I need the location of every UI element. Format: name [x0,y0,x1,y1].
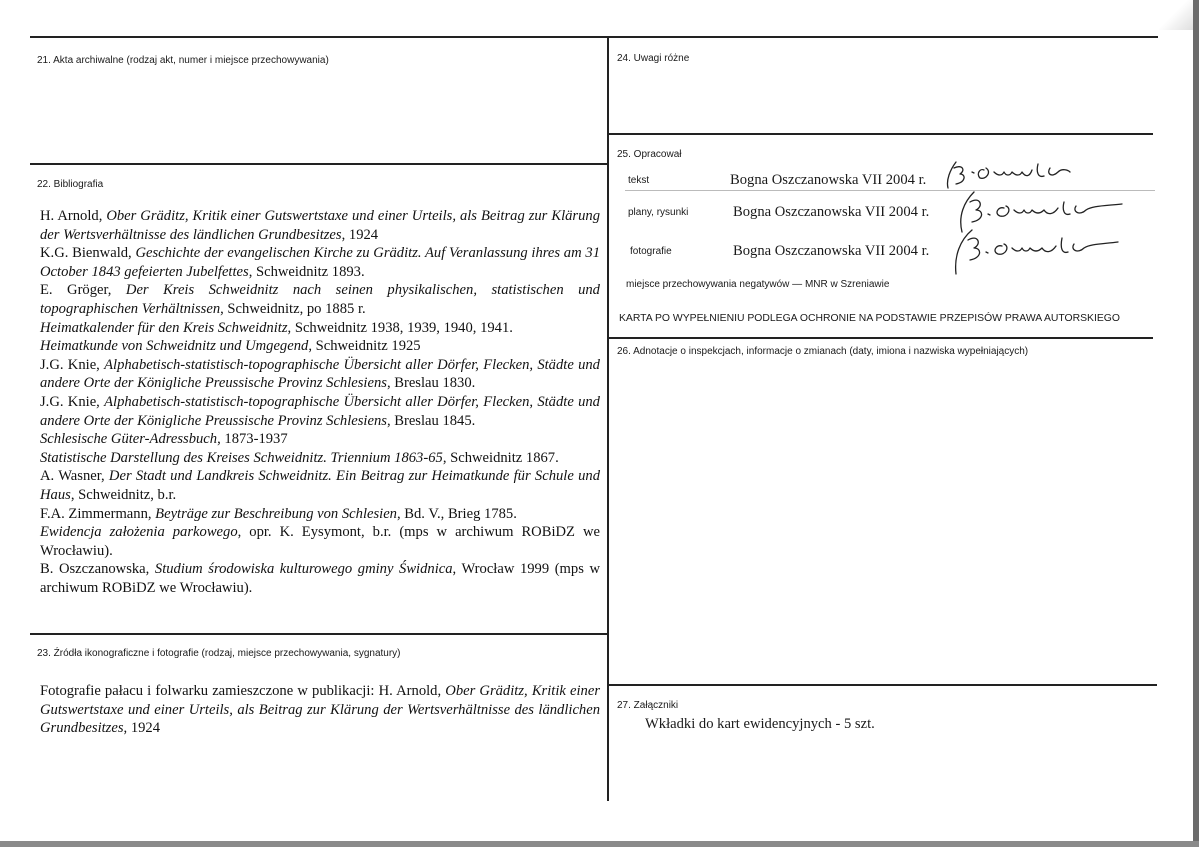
prepared-key: plany, rysunki [628,207,689,218]
entry-author: H. Arnold, [40,208,107,224]
bibliography-entry [40,430,600,449]
prepared-row-plans [625,204,945,224]
negatives-location: miejsce przechowywania negatywów — MNR w Szreniawie [626,279,890,290]
section-22-label: 22. Bibliografia [37,179,104,190]
entry-rest: , Bd. V., Brieg 1785. [396,505,517,522]
entry-title: Heimatkalender für den Kreis Schweidnitz [40,319,288,336]
rule-25-26 [607,337,1153,339]
entry-rest: , Schweidnitz 1867. [442,449,559,466]
scan-edge-bottom [0,841,1199,847]
bibliography-entry [40,393,600,430]
section-21-label: 21. Akta archiwalne (rodzaj akt, numer i miejsce przechowywania) [37,55,329,66]
entry-title: Beyträge zur Beschreibung von Schlesien [155,505,397,522]
section-26-label: 26. Adnotacje o inspekcjach, informacje o zmianach (daty, imiona i nazwiska wypełniających) [617,346,1029,357]
section-25-label: 25. Opracował [617,149,682,160]
bibliography-entry [40,337,600,356]
entry-rest: , Schweidnitz 1893. [248,263,365,280]
entry-rest: , 1873-1937 [217,431,288,448]
rule-21-22 [30,163,607,165]
entry-rest: , Schweidnitz 1938, 1939, 1940, 1941. [287,319,513,336]
section-23-label: 23. Źródła ikonograficzne i fotografie (rodzaj, miejsce przechowywania, sygnatury) [37,648,401,659]
rule-22-23 [30,633,607,635]
entry-title: Alphabetisch-statistisch-topographische Übersicht aller Dörfer, Flecken, Städte und andere Orte der Königliche Preussische Provinz Schlesiens [40,393,600,429]
signature-1 [942,158,1082,190]
bibliography-entry [40,244,600,281]
entry-title: Der Stadt und Landkreis Schweidnitz. Ein Beitrag zur Heimatkunde für Schule und Haus [40,468,600,503]
bibliography-entry [40,319,600,338]
rule-24-25 [607,133,1153,135]
entry-rest: , Breslau 1830. [386,375,476,392]
prepared-row-text [625,172,945,192]
entry-rest: , Breslau 1845. [386,412,476,429]
entry-title: Studium środowiska kulturowego gminy Świdnica [154,561,453,578]
bibliography-entry [40,467,600,504]
bibliography-entry [40,356,600,393]
entry-author: E. Gröger, [40,282,126,299]
signature-3 [942,226,1122,280]
iconography-suffix: , 1924 [123,720,160,737]
bibliography-entry [40,560,600,597]
scan-edge-right [1193,0,1199,847]
top-rule [30,36,1158,38]
entry-title: Geschichte der evangelischen Kirche zu Gräditz. Auf Veranlassung ihres am 31 October 1843 gefeierten Jubelfettes [40,245,600,280]
prepared-value: Bogna Oszczanowska VII 2004 r. [733,243,930,259]
entry-title: Statistische Darstellung des Kreises Schweidnitz. Triennium 1863-65 [40,449,443,466]
prepared-row-photos [625,243,945,263]
bibliography-entry [40,523,600,560]
bibliography-entry [40,505,600,524]
entry-title: Ober Gräditz, Kritik einer Gutswertstaxe und einer Urteils, als Beitrag zur Klärung der Wertsverhältnisse des ländlichen Grundbesitzes [40,208,600,243]
entry-rest: , Schweidnitz, po 1885 r. [220,300,366,317]
entry-title: Heimatkunde von Schweidnitz und Umgegend [40,338,309,355]
center-divider [607,36,609,801]
bibliography-list [40,207,600,597]
prepared-key: tekst [628,175,650,186]
entry-author: B. Oszczanowska, [40,561,155,578]
entry-author: F.A. Zimmermann, [40,505,156,522]
entry-rest: , Wrocław 1999 (mps w archiwum ROBiDZ we Wrocławiu). [40,561,600,596]
entry-rest: , 1924 [341,226,379,243]
attachments-text: Wkładki do kart ewidencyjnych - 5 szt. [645,716,875,732]
entry-title: Schlesische Güter-Adressbuch [40,431,218,448]
entry-title: Alphabetisch-statistisch-topographische Übersicht aller Dörfer, Flecken, Städte und andere Orte der Königliche Preussische Provinz Schlesiens [40,356,600,392]
entry-title: Ewidencja założenia parkowego [40,524,238,541]
entry-author: K.G. Bienwald, [40,245,136,262]
iconography-prefix: Fotografie pałacu i folwarku zamieszczone w publikacji: H. Arnold, [40,683,446,699]
entry-rest: , Schweidnitz 1925 [308,338,421,355]
entry-author: A. Wasner, [40,468,109,485]
prepared-value: Bogna Oszczanowska VII 2004 r. [730,172,927,188]
copyright-notice: KARTA PO WYPEŁNIENIU PODLEGA OCHRONIE NA PODSTAWIE PRZEPISÓW PRAWA AUTORSKIEGO [619,313,1120,324]
rule-26-27 [607,684,1157,686]
bibliography-entry [40,281,600,318]
section-24-label: 24. Uwagi różne [617,53,690,64]
iconography-title: Ober Gräditz, Kritik einer Gutswertstaxe und einer Urteils, als Beitrag zur Klärung der Wertsverhältnisse des ländlichen Grundbesitzes [40,683,601,737]
entry-rest: , Schweidnitz, b.r. [70,486,177,503]
section-27-label: 27. Załączniki [617,700,679,711]
prepared-value: Bogna Oszczanowska VII 2004 r. [733,204,930,220]
iconography-text [40,682,600,738]
entry-author: J.G. Knie, [40,393,105,410]
prepared-key: fotografie [630,246,672,257]
bibliography-entry [40,449,600,468]
bibliography-entry [40,207,600,244]
entry-title: Der Kreis Schweidnitz nach seinen physikalischen, statistischen und topographischen Verhältnissen [40,282,600,317]
entry-author: J.G. Knie, [40,356,105,373]
entry-rest: , opr. K. Eysymont, b.r. (mps w archiwum ROBiDZ we Wrocławiu). [40,524,600,559]
